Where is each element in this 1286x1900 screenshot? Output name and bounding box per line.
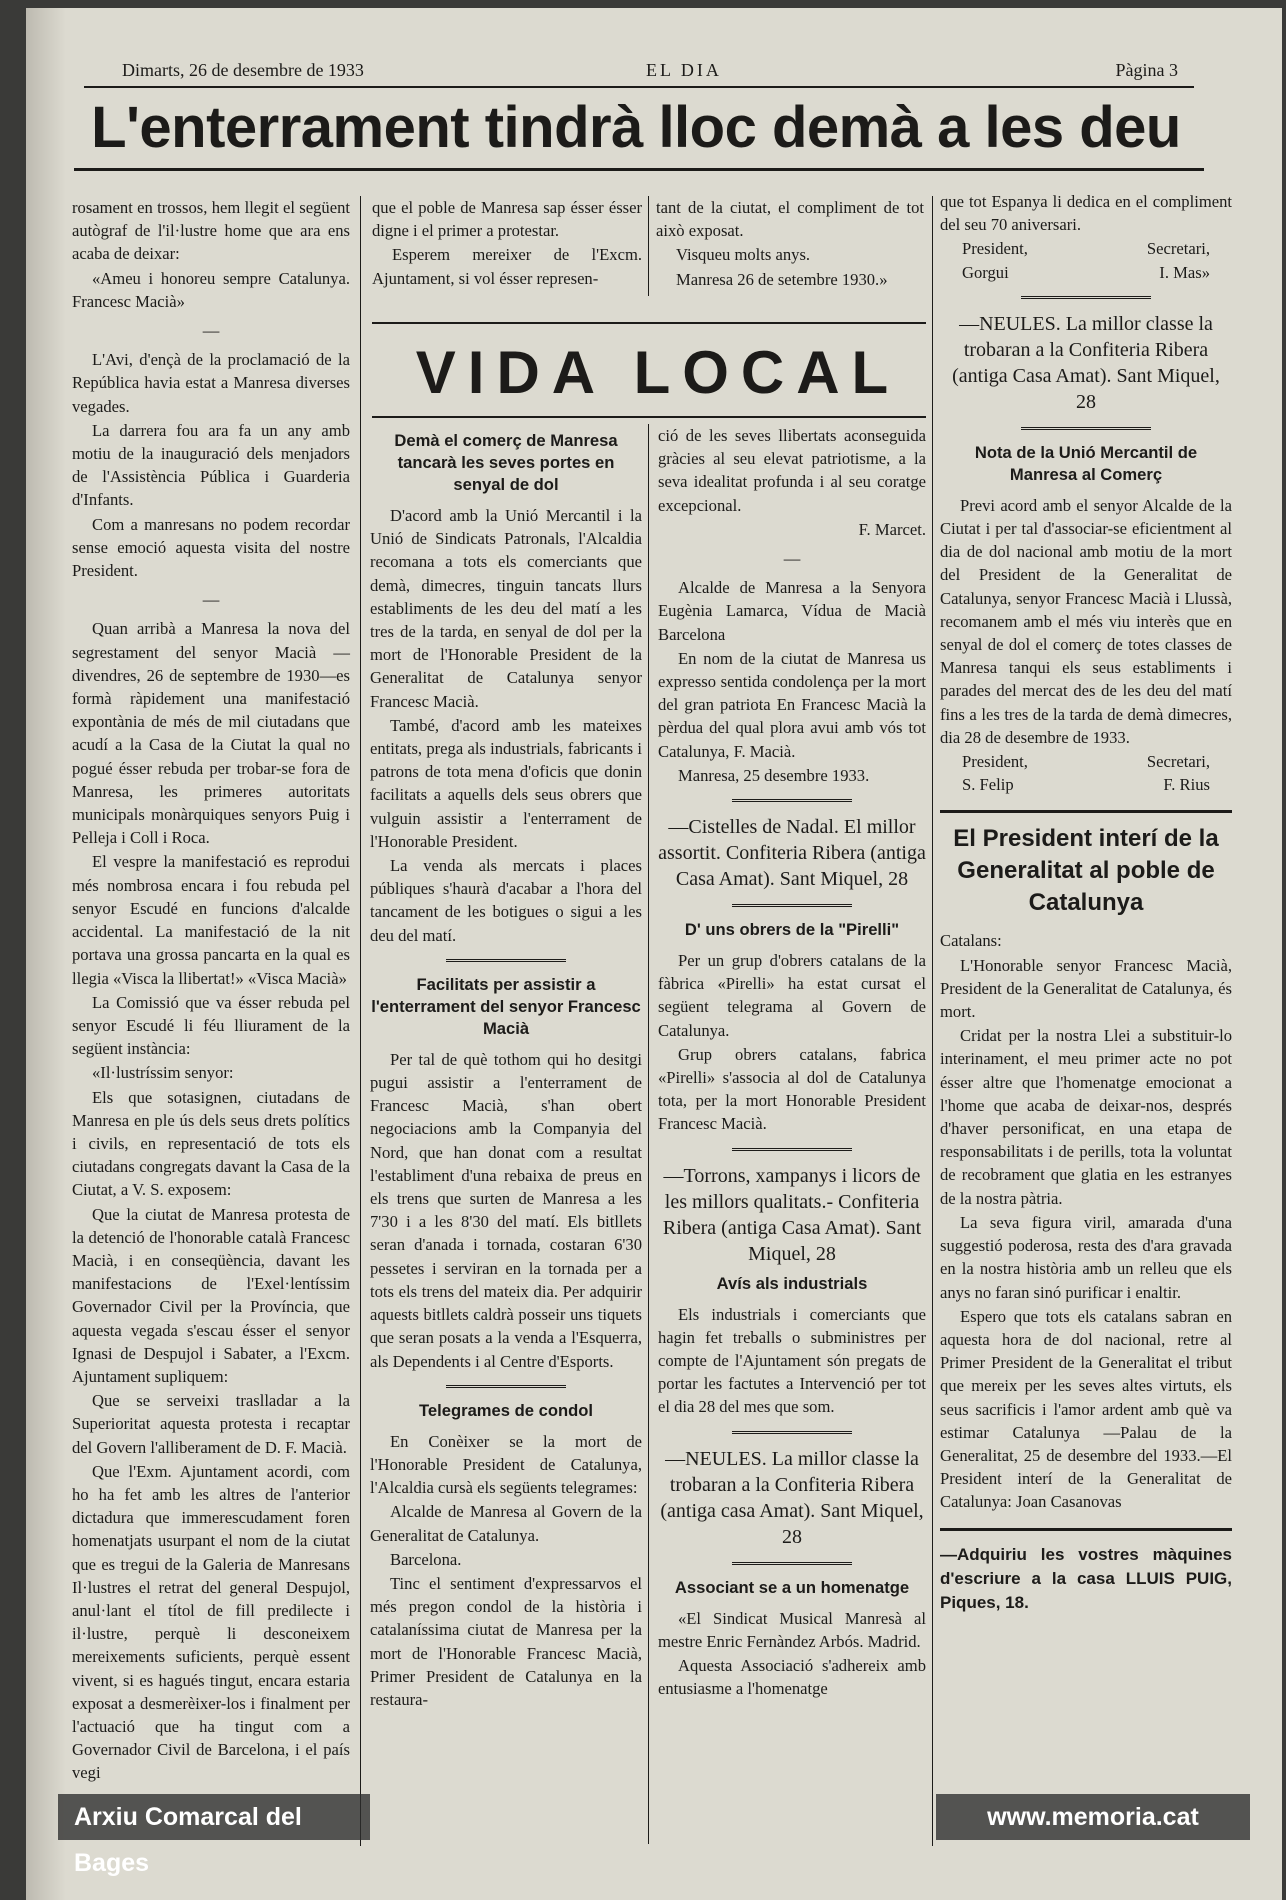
paragraph: El vespre la manifestació es reprodui més nombrosa encara i fou rebuda pel senyor Escudé en funcions d'alcalde accidental. La manifestació de la nit portava una grossa pancarta en la qual es llegia «Visca la llibertat!» «Visca Macià» [72,852,350,988]
column-rule [648,424,649,1844]
quote: «Ameu i honoreu sempre Catalunya. Francesc Macià» [72,268,350,311]
article-heading: D' uns obrers de la "Pirelli" [684,920,900,940]
issue-date: Dimarts, 26 de desembre de 1933 [122,60,364,80]
watermark-website: www.memoria.cat [936,1794,1250,1840]
advertisement: —NEULES. La millor classe la trobaran a la Confiteria Ribera (antiga Casa Amat). Sant Miquel, 28 [952,312,1220,413]
article-heading: Facilitats per assistir a l'enterrament del senyor Francesc Macià [371,974,641,1038]
paragraph: La seva figura viril, amarada d'una suggestió poderosa, resta des d'ara gravada en la nostra història amb un relleu que els anys no faran sinó purificar i enaltir. [940,1212,1232,1302]
signature-title: President, [962,239,1028,259]
separator [1021,427,1151,430]
paragraph: Cridat per la nostra Llei a substituir-lo interinament, el meu primer acte no pot ésser altre que l'homenatge emocionat a l'home que acaba de deixar-nos, després d'haver personificat, en una etapa de responsabilitats i de perills, tota la voluntat de recobrament que glatia en les estranyes de la nostra pàtria. [940,1026,1232,1208]
signature-titles [940,237,1232,260]
advertisement: —Torrons, xampanys i licors de les millors qualitats.- Confiteria Ribera (antiga Casa Amat). Sant Miquel, 28 [662,1164,922,1265]
dash-divider: — [202,321,220,341]
signature-name: I. Mas» [1159,262,1210,282]
article-heading: El President interí de la Generalitat al poble de Catalunya [953,825,1219,917]
paragraph: ció de les seves llibertats aconseguida gràcies al seu elevat patriotisme, a la seva idealitat profunda i al seu coratge excepcional. [658,426,926,515]
paragraph: tant de la ciutat, el compliment de tot això exposat. [656,198,924,241]
paragraph: que el poble de Manresa sap ésser ésser digne i el primer a protestar. [372,198,642,241]
section-title-vida-local: VIDA LOCAL [415,339,901,406]
advertisement: —Adquiriu les vostres màquines d'escriure a la casa LLUIS PUIG, Piques, 18. [940,1544,1232,1612]
paragraph: Que se serveixi traslladar a la Superioritat aquesta protesta i recaptar del Govern l'alliberament de D. F. Macià. [72,1391,350,1457]
paragraph: «El Sindicat Musical Manresà al mestre Enric Fernàndez Arbós. Madrid. [658,1608,926,1651]
paragraph: En nom de la ciutat de Manresa us expresso sentida condolença per la mort del gran patriota En Francesc Macià la pèrdua del qual plora avui amb vós tot Catalunya, F. Macià. [658,648,926,761]
signature-name: F. Rius [1163,775,1210,795]
paragraph: D'acord amb la Unió Mercantil i la Unió de Sindicats Patronals, l'Alcaldia recomana a tots els comerciants que demà, dimecres, tinguin tancats llurs establiments de les deu del matí a les tres de la tarda, en senyal de dol per la mort de l'Honorable President de la Generalitat de Catalunya senyor Francesc Macià. [370,506,642,711]
paragraph: La Comissió que va ésser rebuda pel senyor Escudé li féu lliurament de la següent instància: [72,992,350,1059]
paragraph: Tinc el sentiment d'expressarvos el més pregon condol de la història i catalaníssima ciutat de Manresa per la mort de l'Honorable Francesc Macià, Primer President de Catalunya en la restaura- [370,1573,642,1709]
paragraph: Com a manresans no podem recordar sense emoció aquesta visita del nostre President. [72,514,350,581]
separator [732,904,852,907]
article-heading: Demà el comerç de Manresa tancarà les seves portes en senyal de dol [394,431,618,494]
signature-name: Gorgui [962,262,1009,282]
paragraph: Alcalde de Manresa al Govern de la Generalitat de Catalunya. [370,1502,642,1545]
separator [446,959,566,962]
paragraph: L'Honorable senyor Francesc Macià, President de la Generalitat de Catalunya, és mort. [940,955,1232,1022]
paragraph: Catalans: [940,931,1002,951]
paragraph: Manresa 26 de setembre 1930.» [676,269,888,289]
paragraph: Espero que tots els catalans sabran en aquesta hora de dol nacional, retre al Primer President de la Generalitat el tribut que mereix per les seves altes virtuts, els seus sacrificis i l'amor ardent amb què va estimar Catalunya —Palau de la Generalitat, 25 de desembre del 1933.—El President interí de la Generalitat de Catalunya: Joan Casanovas [940,1306,1232,1512]
signature: F. Marcet. [858,519,926,539]
signature-names [940,261,1232,284]
paragraph: Visqueu molts anys. [676,245,811,265]
advertisement: —Cistelles de Nadal. El millor assortit. Confiteria Ribera (antiga Casa Amat). Sant Miquel, 28 [658,816,926,891]
signature-name: S. Felip [962,775,1014,795]
separator [732,799,852,802]
paragraph: rosament en trossos, hem llegit el següent autògraf de l'il·lustre home que ara ens acaba de deixar: [72,198,350,264]
separator [732,1148,852,1151]
paragraph: L'Avi, d'ençà de la proclamació de la República havia estat a Manresa diverses vegades. [72,350,350,416]
column-3 [658,424,926,1702]
paragraph: que tot Espanya li dedica en el compliment del seu 70 aniversari. [940,192,1232,235]
paragraph: Previ acord amb el senyor Alcalde de la Ciutat i per tal d'associar-se eficientment al dia de dol nacional amb motiu de la mort del President de la Generalitat de Catalunya, senyor Francesc Macià i Llussà, recomanem amb el més viu interès que en senyal de dol el comerç de totes classes de Manresa tanqui els seus establiments i parades del mercat des de les deu del matí fins a les tres de la tarda de demà dimecres, dia 28 de desembre de 1933. [940,495,1232,747]
column-1 [72,196,350,1786]
column-rule [932,196,933,1846]
paragraph: La venda als mercats i places públiques s'haurà d'acabar a l'hora del tancament de les botigues o sigui a les deu del matí. [370,856,642,945]
dash-divider: — [783,549,801,569]
paragraph: Quan arribà a Manresa la nova del segrestament del senyor Macià —divendres, 26 de septembre de 1930—es formà ràpidement una manifestació expontània de més de mil ciutadans que acudí a la Casa de la Ciutat la qual no pogué ésser rebuda per trobar-se fora de Manresa, les primeres autoritats municipals monàrquiques senyors Puig i Pelleja i Coll i Roca. [72,619,350,848]
paragraph: Els que sotasignen, ciutadans de Manresa en ple ús dels seus drets polítics i civils, en representació de tots els ciutadans congregats davant la Casa de la Ciutat, a V. S. exposem: [72,1087,350,1200]
separator [1021,296,1151,299]
section-rule [372,416,926,418]
column-2-top [372,196,642,291]
paragraph: Aquesta Associació s'adhereix amb entusiasme a l'homenatge [658,1656,926,1699]
separator [732,1431,852,1434]
column-4 [940,190,1232,1616]
paragraph: Que l'Exm. Ajuntament acordi, com ho ha fet amb les altres de l'anterior dictadura que immerescudament foren homenatjats usurpant el nom de la ciutat que es tregui de la Galeria de Manresans Il·lustres el retrat del general Despujol, anul·lant el títol de fill predilecte i il·lustre, perquè li desconeixem mereixements suficients, perquè essent vivent, si es hagués tingut, encara estaria exposat a desmerèixer-los i finalment per l'actuació que ha tingut com a Governador Civil de Barcelona, i el país vegi [72,1461,350,1783]
column-2 [370,424,642,1712]
article-heading: Nota de la Unió Mercantil de Manresa al Comerç [974,442,1198,484]
paragraph: Grup obrers catalans, fabrica «Pirelli» s'associa al dol de Catalunya tota, per la mort Honorable President Francesc Macià. [658,1044,926,1134]
separator [446,1385,566,1388]
article-heading: Avís als industrials [716,1273,868,1293]
paragraph: Per tal de què tothom qui ho desitgi pugui assistir a l'enterrament de Francesc Macià, s'han obert negociacions amb la Companyia del Nord, que han donat com a resultat l'establiment d'una rebaixa de preus en els trens que surten de Manresa a les 7'30 i a les 8'30 del matí. Els bitllets seran d'anada i tornada, costaran 6'30 pessetes i serviran en la tornada per a tots els trens del mateix dia. Per adquirir aquests bitllets caldrà posseir uns tiquets que seran posats a la venda a l'Esquerra, als Dependents i al Centre d'Esports. [370,1049,642,1371]
newspaper-page [26,8,1282,1900]
section-rule [940,810,1232,813]
section-rule [940,1528,1232,1531]
article-heading: Telegrames de condol [419,1400,593,1420]
watermark-archive: Arxiu Comarcal del Bages [58,1794,370,1840]
article-heading: Associant se a un homenatge [674,1577,910,1597]
signature-title: President, [962,752,1028,772]
signature-names [940,773,1232,796]
separator [732,1562,852,1565]
section-rule [372,322,926,324]
paragraph: Manresa, 25 desembre 1933. [678,765,870,785]
column-3-top [656,196,924,292]
main-headline: L'enterrament tindrà lloc demà a les deu [91,95,1181,160]
headline-rule [74,168,1204,171]
signature-titles [940,750,1232,773]
signature-title: Secretari, [1146,239,1210,259]
paragraph: «Il·lustríssim senyor: [92,1063,234,1083]
paragraph: Barcelona. [390,1549,462,1569]
page-number: Pàgina 3 [1115,60,1178,80]
paragraph: Els industrials i comerciants que hagin fet treballs o subministres per compte de l'Ajuntament són pregats de portar les factutes a Intervenció per tot el dia 28 del mes que som. [658,1304,926,1417]
advertisement: —NEULES. La millor classe la trobaran a la Confiteria Ribera (antiga casa Amat). Sant Miquel, 28 [660,1447,924,1548]
column-rule [648,196,649,296]
column-rule [360,196,361,1846]
signature-title: Secretari, [1146,752,1210,772]
running-header [98,56,1178,86]
paragraph: Esperem mereixer de l'Excm. Ajuntament, si vol ésser represen- [372,245,642,288]
paragraph: La darrera fou ara fa un any amb motiu de la inauguració dels menjadors de l'Assistència Pública i Guarderia d'Infants. [72,420,350,510]
header-rule [84,86,1194,88]
newspaper-name: EL DIA [646,60,722,80]
dash-divider: — [202,590,220,610]
paragraph: També, d'acord amb les mateixes entitats, prega als industrials, fabricants i patrons de tota mena d'oficis que donin facilitats a aquells dels seus obrers que vulguin assistir a l'enterrament de l'Honorable President. [370,715,642,851]
paragraph: Alcalde de Manresa a la Senyora Eugènia Lamarca, Vídua de Macià Barcelona [658,578,926,644]
paragraph: Per un grup d'obrers catalans de la fàbrica «Pirelli» ha estat cursat el següent telegrama al Govern de Catalunya. [658,951,926,1040]
paragraph: Que la ciutat de Manresa protesta de la detenció de l'honorable català Francesc Macià, i en conseqüència, davant les manifestacions de l'Exel·lentíssim Governador Civil per la Província, que aquesta vegada s'escau ésser el senyor Ignasi de Despujol i Sabater, a l'Excm. Ajuntament supliquem: [72,1204,350,1386]
paragraph: En Conèixer se la mort de l'Honorable President de Catalunya, l'Alcaldia cursà els següents telegrames: [370,1431,642,1498]
